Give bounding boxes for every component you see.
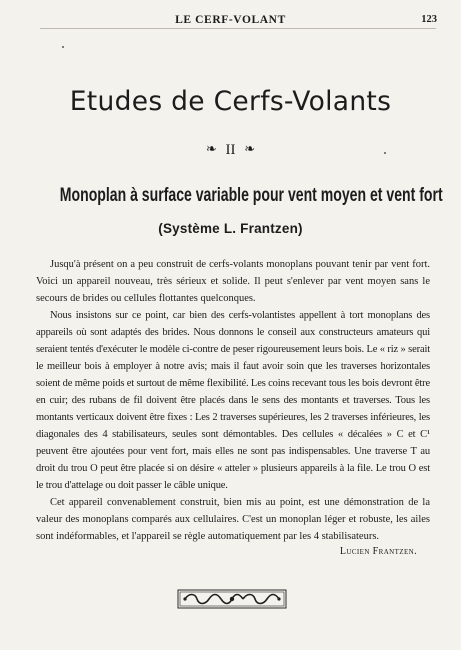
header-rule (40, 28, 436, 29)
article-subtitle: (Système L. Frantzen) (158, 221, 303, 236)
series-title: Etudes de Cerfs-Volants (69, 86, 392, 117)
article-body (36, 256, 430, 545)
paragraph: Nous insistons sur ce point, car bien des cerfs-volantistes appellent à tort monoplans des appareils où sont adaptés des brides. Nous donnons le conseil aux constructeurs amateurs qui seraient tentés d'exécuter le modèle ci-contre de peser rigoureusement leurs bois. Le « riz » serait le meilleur bois à employer à notre avis; mais il faut avoir soin que les traverses horizontales soient de même poids et surtout de même flexibilité. Les coins recevant tous les bois devront être en cuir; des rubans de fil doivent être placés dans le sens des montants et traverses. Tous les montants verticaux doivent être fixes : Les 2 traverses supérieures, les 2 traverses inférieures, les diagonales des 4 stabilisateurs, seules sont démontables. Des cellules « décalées » C et C¹ peuvent être ajoutées pour vent fort, mais elles ne sont pas indispensables. Une traverse T au droit du trou O peut être placée si on désire « atteler » plusieurs appareils à la file. Le trou O est le trou d'attelage ou doit passer le câble unique. (36, 310, 430, 491)
flourish-right-icon: ❧ (244, 141, 256, 156)
scroll-tailpiece-icon (177, 588, 287, 610)
paragraph: Cet appareil convenablement construit, bien mis au point, est une démonstration de la valeur des monoplans comparés aux cellulaires. C'est un monoplan léger et robuste, les ailes sont indéformables, et l'appareil se règle automatiquement par les 4 stabilisateurs. (36, 497, 430, 542)
running-head-title: LE CERF-VOLANT (175, 14, 286, 26)
flourish-left-icon: ❧ (205, 141, 217, 156)
section-number: II (225, 142, 236, 158)
author-signature: Lucien Frantzen. (339, 546, 417, 557)
page-number: 123 (421, 14, 437, 25)
print-speck (62, 46, 64, 48)
paragraph: Jusqu'à présent on a peu construit de cerfs-volants monoplans pouvant tenir par vent fort. Voici un appareil nouveau, très sérieux et solide. Il peut s'enlever par vent moyen sans le secours de brides ou cellules flottantes quelconques. (36, 259, 430, 304)
article-title: Monoplan à surface variable pour vent moyen et vent fort (59, 185, 443, 206)
section-heading (0, 141, 461, 159)
